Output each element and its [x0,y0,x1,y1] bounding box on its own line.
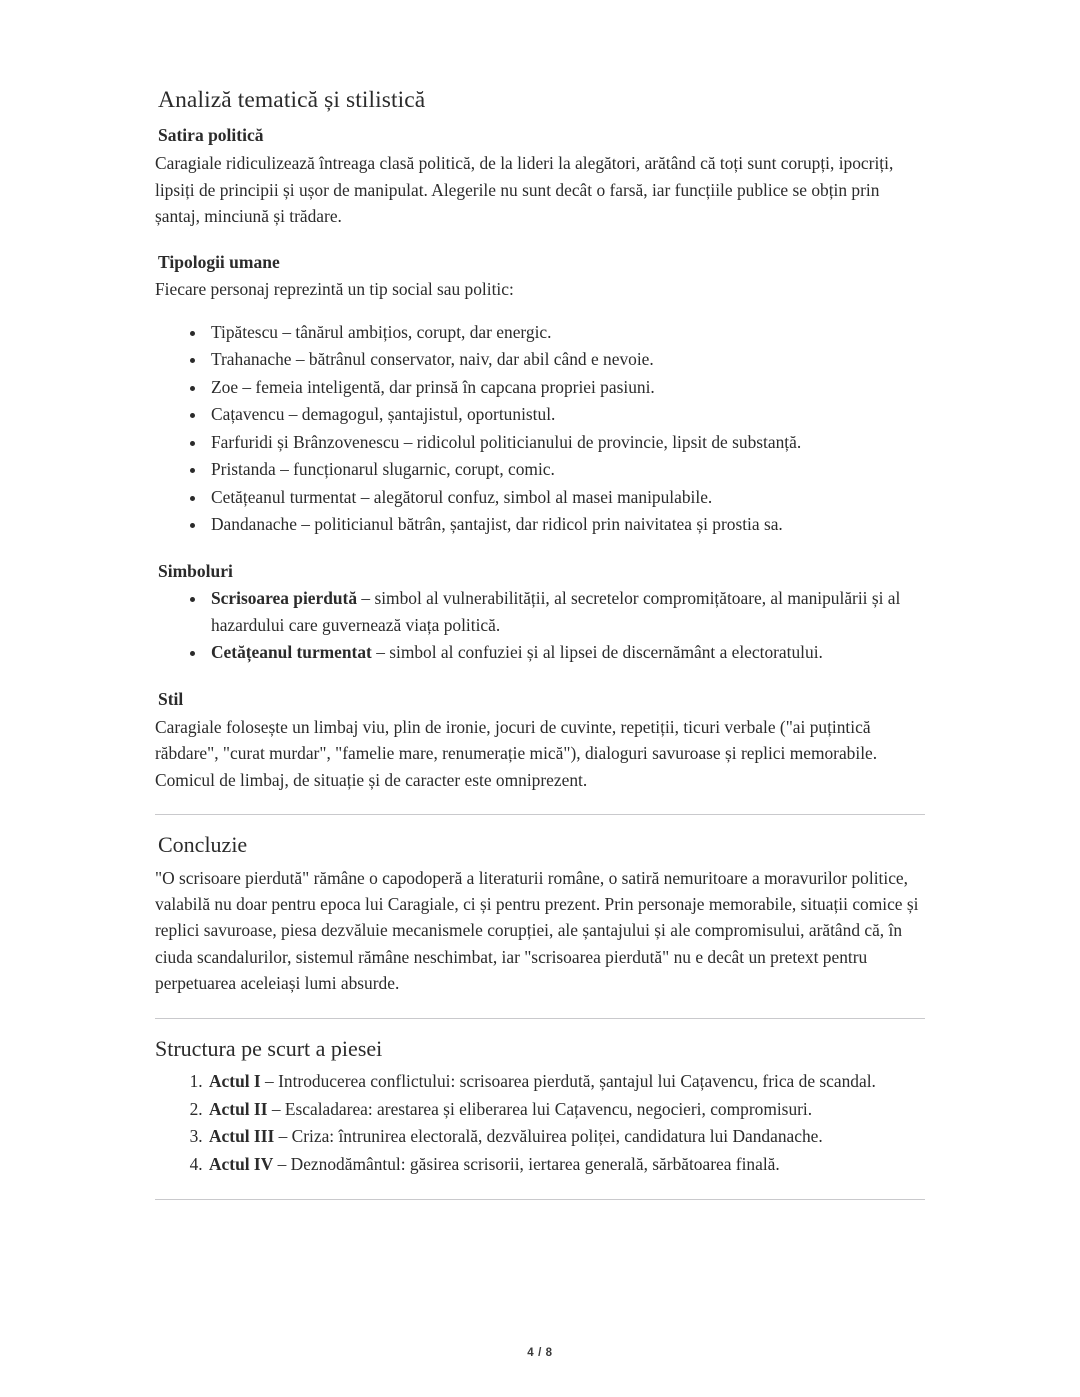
heading-structura: Structura pe scurt a piesei [155,1035,383,1061]
list-item: • Dandanache – politicianul bătrân, șantajist, dar ridicol prin naivitatea și prostia sa. [207,511,925,537]
list-item-term: Actul III [209,1126,275,1147]
list-item-term: Cetățeanul turmentat [211,642,372,663]
list-item-text: – Deznodământul: găsirea scrisorii, iertarea generală, sărbătoarea finală. [273,1153,780,1174]
paragraph-concluzie: "O scrisoare pierdută" rămâne o capodoperă a literaturii române, o satiră nemuritoare a moravurilor politice, valabilă nu doar pentru epoca lui Caragiale, ci și pentru prezent. Prin personaje memorabile, situații comice și replici savuroase, piesa dezvăluie mecanismele corupției, ale șantajului și ale compromisului, arătând că, în ciuda scandalurilor, sistemul rămâne neschimbat, iar "scrisoarea pierdută" nu e decât un pretext pentru perpetuarea aceleiași lumi absurde. [155,867,919,994]
list-item-text: – simbol al confuziei și al lipsei de discernământ a electoratului. [371,642,823,663]
list-item-text: – Criza: întrunirea electorală, dezvăluirea poliței, candidatura lui Dandanache. [274,1126,823,1147]
paragraph-stil: Caragiale folosește un limbaj viu, plin de ironie, jocuri de cuvinte, repetiții, ticuri verbale ("ai puțintică răbdare", "curat murdar", "famelie mare, renumerație mică"), dialoguri savuroase și replici memorabile. Comicul de limbaj, de situație și de caracter este omniprezent. [155,716,878,790]
heading-tipologii-umane: Tipologii umane [158,251,280,272]
divider-before-structura-wrap [155,997,925,1019]
list-item [207,1096,925,1122]
list-item: • Tipătescu – tânărul ambițios, corupt, dar energic. [207,319,925,345]
list-item [207,1123,925,1149]
divider-before-concluzie-wrap [155,793,925,815]
page-title: Analiză tematică și stilistică [158,87,426,113]
list-item-text: – Escaladarea: arestarea și eliberarea lui Cațavencu, negocieri, compromisuri. [267,1098,813,1119]
heading-concluzie: Concluzie [158,832,248,858]
paragraph-satira-politica: Caragiale ridiculizează întreaga clasă politică, de la lideri la alegători, arătând că toți sunt corupți, ipocriți, lipsiți de principii și ușor de manipulat. Alegerile nu sunt decât o farsă, iar funcțiile publice se obțin prin șantaj, minciună și trădare. [155,153,894,227]
list-item [207,1151,925,1177]
list-item [207,639,925,665]
list-item-term: Actul I [209,1071,261,1092]
divider-after-structura-wrap [155,1178,925,1200]
spacer [155,815,925,831]
list-item: • Trahanache – bătrânul conservator, naiv, dar abil când e nevoie. [207,346,925,372]
spacer [155,539,925,561]
paragraph-tipologii-intro: Fiecare personaj reprezintă un tip social sau politic: [155,279,514,300]
divider [155,1199,925,1200]
spacer [155,1019,925,1035]
list-item: • Zoe – femeia inteligentă, dar prinsă în capcana propriei pasiuni. [207,374,925,400]
list-simboluri [155,585,925,665]
list-item [207,585,925,638]
page-number: 4 / 8 [527,1347,553,1359]
list-item: • Farfuridi și Brânzovenescu – ridicolul politicianului de provincie, lipsit de substanță. [207,429,925,455]
list-item-text: – Introducerea conflictului: scrisoarea pierdută, șantajul lui Cațavencu, frica de scandal. [260,1071,876,1092]
spacer [155,230,925,252]
list-item-term: Actul IV [209,1153,274,1174]
list-item: • Cațavencu – demagogul, șantajistul, oportunistul. [207,401,925,427]
heading-satira-politica: Satira politică [158,125,264,146]
list-item-term: Scrisoarea pierdută [211,588,358,609]
heading-stil: Stil [158,688,184,709]
heading-simboluri: Simboluri [158,560,233,581]
list-item: • Cetățeanul turmentat – alegătorul confuz, simbol al masei manipulabile. [207,484,925,510]
list-item: • Pristanda – funcționarul slugarnic, corupt, comic. [207,456,925,482]
list-item-term: Actul II [209,1098,268,1119]
spacer [155,303,925,319]
list-tipologii-umane [155,319,925,538]
list-item-text: – simbol al vulnerabilității, al secretelor compromițătoare, al manipulării și al hazardului care guvernează viața politică. [211,588,901,635]
list-structura-acte [155,1068,925,1177]
page-footer [0,1347,1080,1359]
list-item [207,1068,925,1094]
spacer [155,667,925,689]
